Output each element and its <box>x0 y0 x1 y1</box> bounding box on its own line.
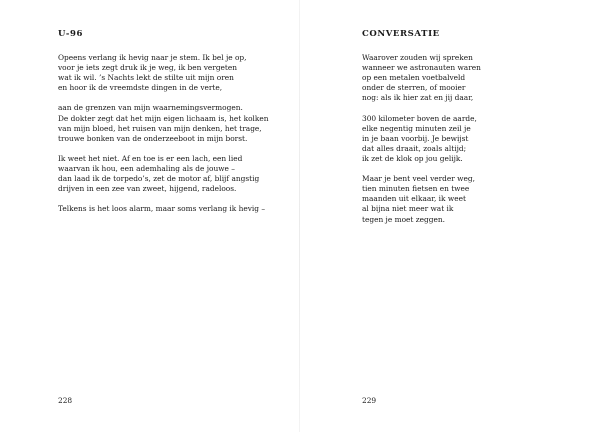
poem-line: wat ik wil. ’s Nachts lekt de stilte uit mijn oren <box>58 73 234 83</box>
poem-title: CONVERSATIE <box>362 29 440 39</box>
poem-line: drijven in een zee van zweet, hijgend, radeloos. <box>58 184 237 194</box>
page-number: 228 <box>58 396 73 405</box>
poem-line: dat alles draait, zoals altijd; <box>362 143 467 153</box>
poem-line: ik zet de klok op jou gelijk. <box>362 153 463 163</box>
poem-line: van mijn bloed, het ruisen van mijn denken, het trage, <box>58 123 262 133</box>
stanza <box>362 174 572 224</box>
poem-line: De dokter zegt dat het mijn eigen lichaam is, het kolken <box>58 113 269 123</box>
poem-line: aan de grenzen van mijn waarnemingsvermogen. <box>58 103 243 113</box>
poem-line: wanneer we astronauten waren <box>362 63 481 73</box>
right-page <box>300 0 600 432</box>
page-number: 229 <box>362 396 377 405</box>
poem-line: elke negentig minuten zeil je <box>362 123 471 133</box>
poem-line: onder de sterren, of mooier <box>362 83 466 93</box>
poem-line: al bijna niet meer wat ik <box>362 204 454 214</box>
stanza <box>58 53 288 93</box>
poem-line: dan laad ik de torpedo’s, zet de motor af, blijf angstig <box>58 174 260 184</box>
poem-text <box>58 53 288 225</box>
poem-line: Waarover zouden wij spreken <box>362 53 473 62</box>
poem-line: in je baan voorbij. Je bewijst <box>362 133 469 143</box>
stanza <box>58 103 288 143</box>
stanza <box>362 53 572 103</box>
poem-line: Opeens verlang ik hevig naar je stem. Ik bel je op, <box>58 53 247 62</box>
poem-line: nog: als ik hier zat en jij daar, <box>362 93 474 103</box>
poem-line: maanden uit elkaar, ik weet <box>362 194 466 204</box>
poem-title: U-96 <box>58 29 84 39</box>
stanza <box>58 204 288 214</box>
poem-line: Telkens is het loos alarm, maar soms verlang ik hevig – <box>58 204 266 214</box>
poem-line: waarvan ik hou, een ademhaling als de jouwe – <box>58 164 235 174</box>
poem-line: voor je iets zegt druk ik je weg, ik ben vergeten <box>58 63 238 73</box>
poem-line: trouwe bonken van de onderzeeboot in mijn borst. <box>58 133 248 143</box>
poem-line: tegen je moet zeggen. <box>362 214 445 224</box>
poem-line: Maar je bent veel verder weg, <box>362 174 475 184</box>
stanza <box>362 114 572 164</box>
poem-line: tien minuten fietsen en twee <box>362 184 470 194</box>
stanza <box>58 154 288 194</box>
poem-line: op een metalen voetbalveld <box>362 73 466 83</box>
poem-text <box>362 53 572 235</box>
poem-line: Ik weet het niet. Af en toe is er een lach, een lied <box>58 153 243 163</box>
poem-line: en hoor ik de vreemdste dingen in de verte, <box>58 83 223 93</box>
poem-line: 300 kilometer boven de aarde, <box>362 113 477 123</box>
